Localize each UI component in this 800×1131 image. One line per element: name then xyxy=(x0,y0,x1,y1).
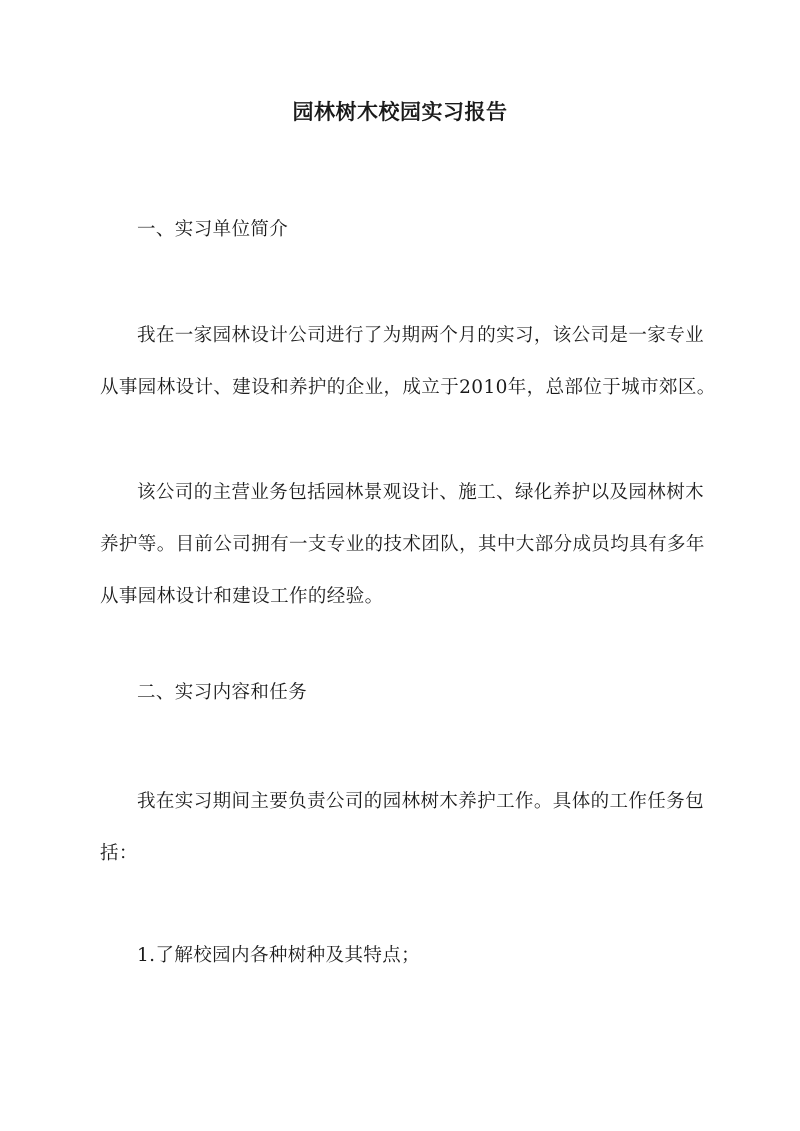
paragraph-business xyxy=(100,467,712,623)
section-heading-2: 二、实习内容和任务 xyxy=(137,682,308,703)
paragraph-line: 我在一家园林设计公司进行了为期两个月的实习，该公司是一家专业 xyxy=(137,325,705,346)
paragraph-line: 括： xyxy=(100,843,138,864)
section-heading-1: 一、实习单位简介 xyxy=(137,219,289,240)
paragraph-line: 该公司的主营业务包括园林景观设计、施工、绿化养护以及园林树木 xyxy=(137,482,705,503)
paragraph-line: 我在实习期间主要负责公司的园林树木养护工作。具体的工作任务包 xyxy=(137,791,705,812)
paragraph-tasks xyxy=(100,776,712,880)
document-title: 园林树木校园实习报告 xyxy=(292,99,508,124)
paragraph-line: 从事园林设计和建设工作的经验。 xyxy=(100,586,384,607)
paragraph-line: 从事园林设计、建设和养护的企业，成立于2010年，总部位于城市郊区。 xyxy=(100,377,716,398)
paragraph-company-intro xyxy=(100,310,716,414)
paragraph-line: 养护等。目前公司拥有一支专业的技术团队，其中大部分成员均具有多年 xyxy=(100,534,705,555)
list-item-1: 1.了解校园内各种树种及其特点； xyxy=(137,945,421,966)
